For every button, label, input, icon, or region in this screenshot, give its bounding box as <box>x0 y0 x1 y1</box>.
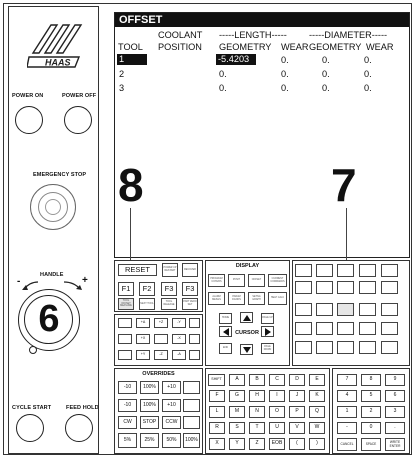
edit-key[interactable] <box>381 281 398 294</box>
handle-plus: + <box>82 275 88 286</box>
number-key[interactable]: 6 <box>385 390 405 402</box>
length-geometry-cell-selected[interactable]: -5.4203 <box>216 54 256 65</box>
letter-key-m[interactable]: M <box>229 406 245 418</box>
edit-key[interactable] <box>337 322 354 335</box>
edit-key[interactable] <box>316 322 333 335</box>
letter-key-u[interactable]: U <box>269 422 285 434</box>
edit-key[interactable] <box>295 322 312 335</box>
display-label: DISPLAY <box>235 263 260 269</box>
col-tool: TOOL <box>118 42 143 52</box>
table-cell[interactable]: 0. <box>364 83 372 93</box>
table-cell[interactable]: 0. <box>364 69 372 79</box>
letter-key-x[interactable]: X <box>209 438 225 450</box>
jog-minus-x-key[interactable]: -X <box>172 334 186 344</box>
rapid-100-button[interactable]: 100% <box>183 433 200 448</box>
feed-plus-10-button[interactable]: +10 <box>162 381 181 394</box>
table-cell[interactable]: 0. <box>219 83 227 93</box>
col-wear: WEAR <box>281 42 309 52</box>
letter-key-j[interactable]: J <box>289 390 305 402</box>
param-dgnos-button[interactable]: PARAM DGNOS <box>228 292 245 305</box>
offset-button[interactable]: OFFSET <box>248 274 265 287</box>
part-zero-set-button[interactable]: PART ZERO SET <box>182 298 198 310</box>
edit-key[interactable] <box>381 264 398 277</box>
edit-key[interactable] <box>381 322 398 335</box>
cancel-button[interactable]: CANCEL <box>337 438 357 451</box>
svg-text:HAAS: HAAS <box>45 57 71 68</box>
jog-plus-z-key[interactable]: +Z <box>154 318 168 328</box>
letter-key-v[interactable]: V <box>289 422 305 434</box>
handle-label: HANDLE <box>40 272 64 278</box>
left-control-panel <box>8 6 99 454</box>
jog-plus-a-key[interactable]: +A <box>136 318 150 328</box>
table-cell[interactable]: 0. <box>322 83 330 93</box>
letter-key-r[interactable]: R <box>209 422 225 434</box>
feed-100-button[interactable]: 100% <box>140 381 159 394</box>
col-coolant: COOLANT <box>158 30 203 40</box>
spindle-cw-button[interactable]: CW <box>118 416 137 429</box>
jog-key[interactable] <box>118 350 132 360</box>
feed-hold-button[interactable] <box>65 414 93 442</box>
table-cell[interactable]: 0. <box>322 69 330 79</box>
letter-key-w[interactable]: W <box>309 422 325 434</box>
letter-key-a[interactable]: A <box>229 374 245 386</box>
power-on-button[interactable] <box>15 106 43 134</box>
edit-key[interactable] <box>295 303 312 316</box>
number-key[interactable]: - <box>337 422 357 434</box>
col-diam-geometry: GEOMETRY <box>309 42 362 52</box>
number-key[interactable]: 2 <box>361 406 381 418</box>
letter-key-z[interactable]: Z <box>249 438 265 450</box>
number-key[interactable]: 8 <box>361 374 381 386</box>
cycle-start-button[interactable] <box>16 414 44 442</box>
cursor-up-button[interactable] <box>240 312 253 323</box>
setng-graph-button[interactable]: SETNG GRAPH <box>248 292 265 305</box>
jog-key[interactable] <box>189 350 200 360</box>
cursor-right-button[interactable] <box>261 326 274 337</box>
table-cell[interactable]: 0. <box>281 83 289 93</box>
edit-key[interactable] <box>359 322 376 335</box>
letter-key-s[interactable]: S <box>229 422 245 434</box>
edit-key[interactable] <box>359 303 376 316</box>
edit-key[interactable] <box>316 341 333 354</box>
letter-key-eob[interactable]: EOB <box>269 438 285 450</box>
edit-key[interactable] <box>337 281 354 294</box>
tool-release-button[interactable]: TOOL RELEASE <box>161 298 177 310</box>
power-on-label: POWER ON <box>12 93 44 99</box>
number-key[interactable]: 9 <box>385 374 405 386</box>
f4-button[interactable]: F3 <box>182 282 198 296</box>
arrow-up-icon <box>243 315 251 321</box>
letter-key-d[interactable]: D <box>289 374 305 386</box>
spindle-extra-button[interactable] <box>183 416 200 429</box>
edit-key[interactable] <box>295 264 312 277</box>
edit-key[interactable] <box>359 281 376 294</box>
spindle-ccw-button[interactable]: CCW <box>162 416 181 429</box>
jog-lock-key[interactable] <box>154 334 168 344</box>
rapid-50-button[interactable]: 50% <box>162 433 181 448</box>
emergency-stop-label: EMERGENCY STOP <box>33 172 87 178</box>
page-down-button[interactable]: PAGE DOWN <box>261 343 274 354</box>
table-cell[interactable]: 3 <box>119 83 125 93</box>
table-cell[interactable]: 0. <box>281 69 289 79</box>
jog-minus-z-key[interactable]: -Z <box>154 350 168 360</box>
edit-key[interactable] <box>295 281 312 294</box>
current-commands-button[interactable]: CURRENT COMMANDS <box>268 274 287 287</box>
jog-key[interactable] <box>118 318 132 328</box>
table-cell[interactable]: 0. <box>281 55 289 65</box>
arrow-right-icon <box>265 328 271 336</box>
letter-key-l[interactable]: L <box>209 406 225 418</box>
edit-key[interactable] <box>337 341 354 354</box>
f1-button[interactable]: F1 <box>118 282 134 296</box>
number-key[interactable]: 4 <box>337 390 357 402</box>
program-convrs-button[interactable]: PROGRAM CONVRS <box>208 274 225 287</box>
handle-minus: - <box>17 276 21 287</box>
jog-plus-y-key[interactable]: +Y <box>136 350 150 360</box>
power-up-restart-button[interactable]: POWER UP RESTART <box>162 263 178 277</box>
edit-key[interactable] <box>337 264 354 277</box>
alarm-mesgs-button[interactable]: ALARM MESGS <box>208 292 225 305</box>
letter-key-e[interactable]: E <box>309 374 325 386</box>
spindle-100-button[interactable]: 100% <box>140 399 159 412</box>
spindle-stop-button[interactable]: STOP <box>140 416 159 429</box>
handle-control-feed-button[interactable] <box>183 381 200 394</box>
number-key[interactable]: 1 <box>337 406 357 418</box>
help-calc-button[interactable]: HELP CALC <box>268 292 287 305</box>
jog-key[interactable] <box>189 318 200 328</box>
rapid-25-button[interactable]: 25% <box>140 433 159 448</box>
col-diameter-group: -----DIAMETER----- <box>309 30 388 40</box>
shift-button[interactable]: SHIFT <box>208 374 225 386</box>
haas-logo <box>27 19 87 79</box>
number-key[interactable]: 3 <box>385 406 405 418</box>
spindle-minus-10-button[interactable]: -10 <box>118 399 137 412</box>
screen-title: OFFSET <box>115 13 409 27</box>
letter-key-b[interactable]: B <box>249 374 265 386</box>
letter-key-t[interactable]: T <box>249 422 265 434</box>
jog-key[interactable] <box>118 334 132 344</box>
jog-minus-a-key[interactable]: -A <box>172 350 186 360</box>
cursor-label: CURSOR <box>235 330 259 336</box>
letter-key-o[interactable]: O <box>269 406 285 418</box>
letter-key-q[interactable]: Q <box>309 406 325 418</box>
power-off-label: POWER OFF <box>62 93 97 99</box>
end-button[interactable]: END <box>219 343 232 354</box>
number-key[interactable]: 0 <box>361 422 381 434</box>
next-tool-button[interactable]: NEXT TOOL <box>139 298 155 310</box>
letter-key-close-paren[interactable]: ) <box>309 438 325 450</box>
handle-control-spindle-button[interactable] <box>183 399 200 412</box>
col-length-group: -----LENGTH----- <box>219 30 287 40</box>
jog-plus-x-key[interactable]: +X <box>136 334 150 344</box>
letter-key-g[interactable]: G <box>229 390 245 402</box>
col-geometry: GEOMETRY <box>219 42 272 52</box>
tool-offset-measure-button[interactable]: TOOL OFFSET MEASURE <box>118 298 134 310</box>
power-off-button[interactable] <box>64 106 92 134</box>
letter-key-y[interactable]: Y <box>229 438 245 450</box>
letter-key-p[interactable]: P <box>289 406 305 418</box>
letter-key-i[interactable]: I <box>269 390 285 402</box>
cursor-down-button[interactable] <box>240 344 253 355</box>
tool-cell-selected[interactable]: 1 <box>117 54 147 65</box>
edit-key[interactable] <box>381 303 398 316</box>
edit-key[interactable] <box>295 341 312 354</box>
edit-key[interactable] <box>359 341 376 354</box>
cycle-start-label: CYCLE START <box>12 405 52 411</box>
edit-key[interactable] <box>381 341 398 354</box>
space-button[interactable]: SPACE <box>361 438 381 451</box>
recover-button[interactable]: RECOVER <box>182 263 198 277</box>
table-cell[interactable]: 0. <box>322 55 330 65</box>
letter-key-k[interactable]: K <box>309 390 325 402</box>
feed-minus-10-button[interactable]: -10 <box>118 381 137 394</box>
letter-key-n[interactable]: N <box>249 406 265 418</box>
jog-handle-knob[interactable] <box>29 346 37 354</box>
posit-button[interactable]: POSIT <box>228 274 245 287</box>
table-cell[interactable]: 0. <box>219 69 227 79</box>
overrides-label: OVERRIDES <box>142 371 175 377</box>
letter-key-h[interactable]: H <box>249 390 265 402</box>
arrow-down-icon <box>243 347 251 353</box>
col-position: POSITION <box>158 42 202 52</box>
spindle-plus-10-button[interactable]: +10 <box>162 399 181 412</box>
edit-key[interactable] <box>316 303 333 316</box>
cursor-left-button[interactable] <box>219 326 232 337</box>
write-enter-button[interactable]: WRITE ENTER <box>385 438 405 451</box>
edit-key[interactable] <box>316 281 333 294</box>
letter-key-f[interactable]: F <box>209 390 225 402</box>
arrow-left-icon <box>223 328 229 336</box>
table-cell[interactable]: 2 <box>119 69 125 79</box>
jog-key[interactable] <box>189 334 200 344</box>
emergency-stop-button[interactable] <box>30 184 76 230</box>
rapid-5-button[interactable]: 5% <box>118 433 137 448</box>
number-key[interactable]: 5 <box>361 390 381 402</box>
edit-key[interactable] <box>359 264 376 277</box>
edit-key-highlighted[interactable] <box>337 303 354 316</box>
handle-callout-number: 6 <box>38 298 60 340</box>
f2-button[interactable]: F2 <box>139 282 155 296</box>
jog-minus-y-key[interactable]: -Y <box>172 318 186 328</box>
offset-screen <box>114 12 410 258</box>
edit-key[interactable] <box>316 264 333 277</box>
letter-key-open-paren[interactable]: ( <box>289 438 305 450</box>
col-diam-wear: WEAR <box>366 42 394 52</box>
home-button[interactable]: HOME <box>219 313 232 324</box>
reset-button[interactable]: RESET <box>118 264 157 276</box>
table-cell[interactable]: 0. <box>364 55 372 65</box>
f3-button[interactable]: F3 <box>161 282 177 296</box>
callout-7: 7 <box>331 159 357 211</box>
number-key[interactable]: 7 <box>337 374 357 386</box>
number-key[interactable]: . <box>385 422 405 434</box>
letter-key-c[interactable]: C <box>269 374 285 386</box>
feed-hold-label: FEED HOLD <box>66 405 99 411</box>
page-up-button[interactable]: PAGE UP <box>261 313 274 324</box>
callout-8: 8 <box>118 159 144 211</box>
